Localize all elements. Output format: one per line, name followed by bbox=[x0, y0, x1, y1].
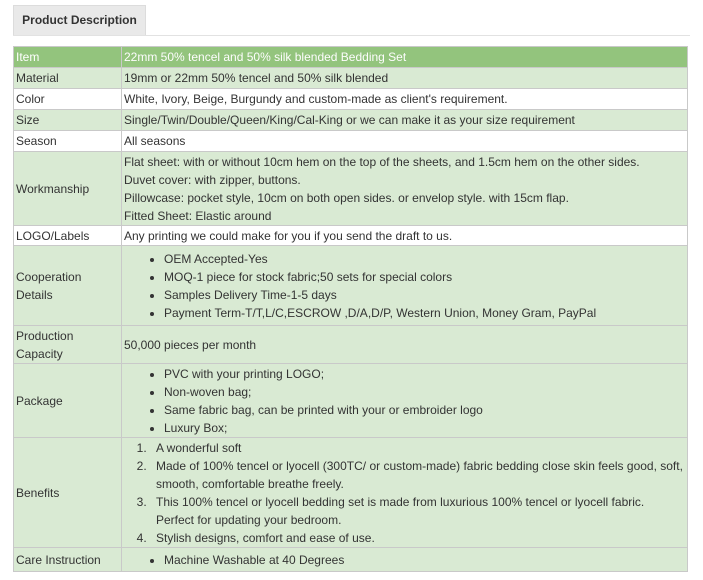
list-item: • MOQ-1 piece for stock fabric;50 sets for special colors bbox=[164, 268, 685, 286]
row-label: Package bbox=[14, 364, 122, 438]
package-list bbox=[124, 365, 685, 437]
list-item: • Samples Delivery Time-1-5 days bbox=[164, 286, 685, 304]
tab-product-description[interactable]: Product Description bbox=[13, 5, 146, 35]
tab-bar bbox=[13, 5, 690, 36]
cooperation-list bbox=[124, 250, 685, 322]
row-value: Single/Twin/Double/Queen/King/Cal-King or we can make it as your size requirement bbox=[122, 110, 688, 131]
list-item: 4. Stylish designs, comfort and ease of use. bbox=[150, 529, 685, 547]
list-item: • Same fabric bag, can be printed with your or embroider logo bbox=[164, 401, 685, 419]
workmanship-line: Flat sheet: with or without 10cm hem on the top of the sheets, and 1.5cm hem on the other sides. bbox=[124, 154, 640, 169]
row-value: 50,000 pieces per month bbox=[122, 326, 688, 364]
row-value: 19mm or 22mm 50% tencel and 50% silk blended bbox=[122, 68, 688, 89]
workmanship-line: Duvet cover: with zipper, buttons. bbox=[124, 172, 301, 187]
row-label: Benefits bbox=[14, 438, 122, 548]
row-label: Care Instruction bbox=[14, 548, 122, 572]
list-item: 2. Made of 100% tencel or lyocell (300TC/ or custom-made) fabric bedding close skin feels good, soft, smooth, comfortable breathe freely. bbox=[150, 457, 685, 493]
table-row-logo bbox=[14, 226, 688, 246]
spec-table bbox=[13, 46, 688, 572]
workmanship-line: Fitted Sheet: Elastic around bbox=[124, 208, 272, 223]
row-label: Production Capacity bbox=[14, 326, 122, 364]
table-row-material bbox=[14, 68, 688, 89]
table-row-size bbox=[14, 110, 688, 131]
benefits-list bbox=[124, 439, 685, 547]
list-item: • Luxury Box; bbox=[164, 419, 685, 437]
row-label: Size bbox=[14, 110, 122, 131]
list-item: • Non-woven bag; bbox=[164, 383, 685, 401]
row-value bbox=[122, 152, 688, 226]
care-list bbox=[124, 551, 685, 569]
list-item: 3. This 100% tencel or lyocell bedding set is made from luxurious 100% tencel or lyocell fabric. Perfect for updating your bedroom. bbox=[150, 493, 685, 529]
list-item: • OEM Accepted-Yes bbox=[164, 250, 685, 268]
table-row-season bbox=[14, 131, 688, 152]
table-row-item bbox=[14, 47, 688, 68]
table-row-production bbox=[14, 326, 688, 364]
table-row-benefits bbox=[14, 438, 688, 548]
table-row-workmanship bbox=[14, 152, 688, 226]
table-row-color bbox=[14, 89, 688, 110]
row-label: Cooperation Details bbox=[14, 246, 122, 326]
list-item: • Payment Term-T/T,L/C,ESCROW ,D/A,D/P, Western Union, Money Gram, PayPal bbox=[164, 304, 685, 322]
row-value bbox=[122, 438, 688, 548]
list-item: • PVC with your printing LOGO; bbox=[164, 365, 685, 383]
workmanship-line: Pillowcase: pocket style, 10cm on both open sides. or envelop style. with 15cm flap. bbox=[124, 190, 569, 205]
row-value: 22mm 50% tencel and 50% silk blended Bedding Set bbox=[122, 47, 688, 68]
table-row-care bbox=[14, 548, 688, 572]
row-value bbox=[122, 364, 688, 438]
row-value: All seasons bbox=[122, 131, 688, 152]
row-label: Workmanship bbox=[14, 152, 122, 226]
table-row-cooperation bbox=[14, 246, 688, 326]
row-value bbox=[122, 548, 688, 572]
row-label: LOGO/Labels bbox=[14, 226, 122, 246]
row-label: Material bbox=[14, 68, 122, 89]
list-item: 1. A wonderful soft bbox=[150, 439, 685, 457]
row-label: Color bbox=[14, 89, 122, 110]
list-item: • Machine Washable at 40 Degrees bbox=[164, 551, 685, 569]
row-value: White, Ivory, Beige, Burgundy and custom-made as client's requirement. bbox=[122, 89, 688, 110]
row-label: Season bbox=[14, 131, 122, 152]
row-value bbox=[122, 246, 688, 326]
row-value: Any printing we could make for you if you send the draft to us. bbox=[122, 226, 688, 246]
table-row-package bbox=[14, 364, 688, 438]
row-label: Item bbox=[14, 47, 122, 68]
